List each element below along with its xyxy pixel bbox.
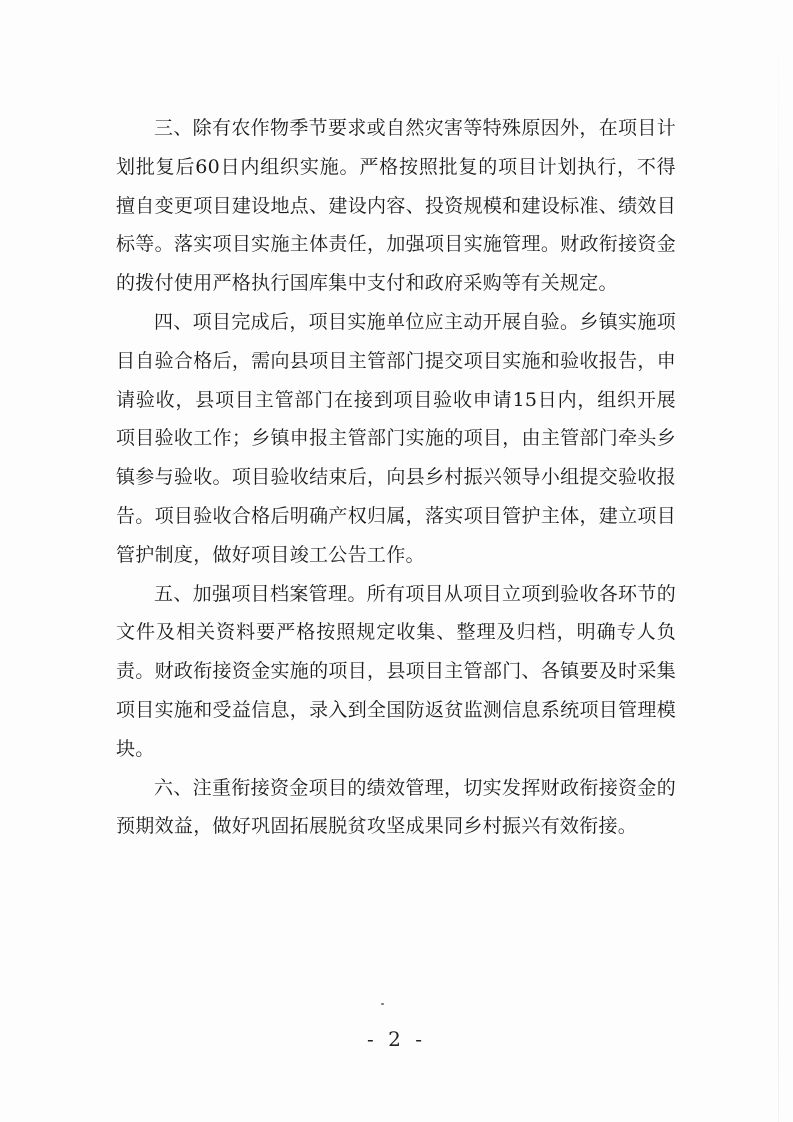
scan-edge-shadow: [778, 0, 779, 1122]
document-body: [116, 109, 676, 846]
paragraph-five: 五、加强项目档案管理。所有项目从项目立项到验收各环节的文件及相关资料要严格按照规定收集、整理及归档，明确专人负责。财政衔接资金实施的项目，县项目主管部门、各镇要及时采集项目实施和受益信息，录入到全国防返贫监测信息系统项目管理模块。: [116, 582, 676, 760]
page-number: - 2 -: [367, 1027, 426, 1051]
paragraph-three: 三、除有农作物季节要求或自然灾害等特殊原因外，在项目计划批复后60日内组织实施。严格按照批复的项目计划执行，不得擅自变更项目建设地点、建设内容、投资规模和建设标准、绩效目标等。落实项目实施主体责任，加强项目实施管理。财政衔接资金的拨付使用严格执行国库集中支付和政府采购等有关规定。: [116, 117, 676, 295]
scan-speck: [381, 1003, 384, 1005]
paragraph-four: 四、项目完成后，项目实施单位应主动开展自验。乡镇实施项目自验合格后，需向县项目主管部门提交项目实施和验收报告，申请验收，县项目主管部门在接到项目验收申请15日内，组织开展项目验收工作；乡镇申报主管部门实施的项目，由主管部门牵头乡镇参与验收。项目验收结束后，向县乡村振兴领导小组提交验收报告。项目验收合格后明确产权归属，落实项目管护主体，建立项目管护制度，做好项目竣工公告工作。: [116, 310, 676, 566]
paragraph-six: 六、注重衔接资金项目的绩效管理，切实发挥财政衔接资金的预期效益，做好巩固拓展脱贫攻坚成果同乡村振兴有效衔接。: [116, 776, 676, 838]
